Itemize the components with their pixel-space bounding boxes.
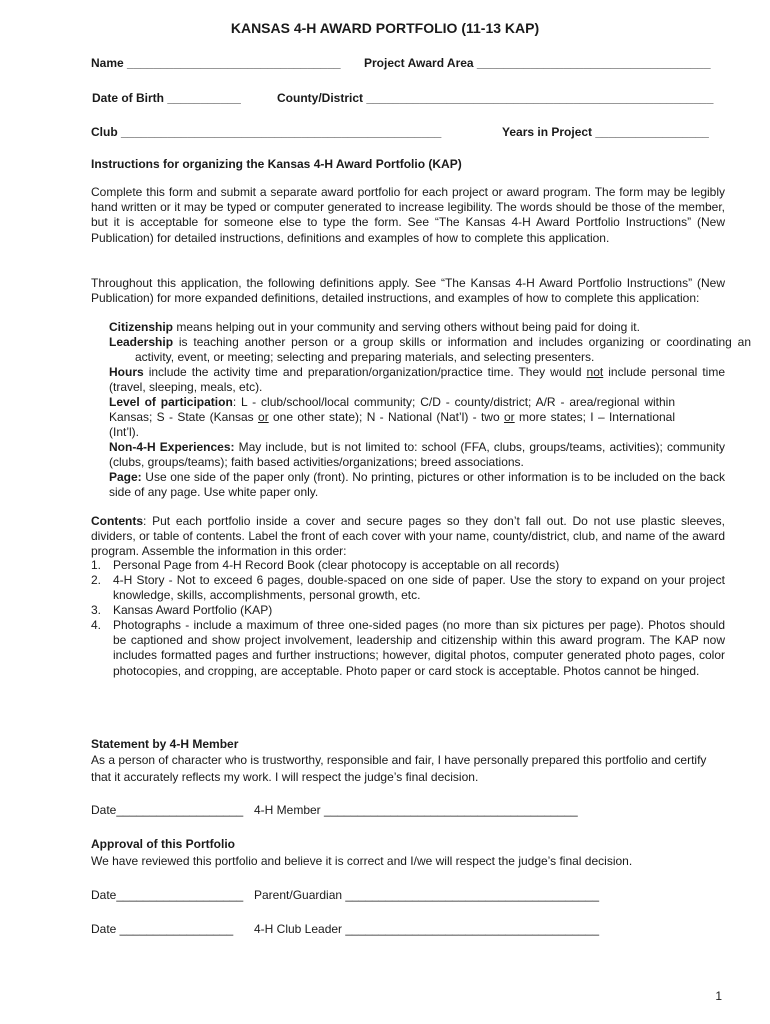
definition-term: Leadership <box>109 335 174 349</box>
contents-item-number: 3. <box>91 603 102 617</box>
instructions-paragraph-2: Throughout this application, the following definitions apply. See “The Kansas 4-H Award Portfolio Instructions” (New Publication) for more expanded definitions, detailed instructions, and examples of how to complete this application: <box>91 276 725 306</box>
definition-term: Non-4-H Experiences: <box>109 440 235 454</box>
contents-item: Personal Page from 4-H Record Book (clear photocopy is acceptable on all records) <box>113 558 560 572</box>
county-district-field[interactable]: County/District ____________________________________________________ <box>277 91 714 105</box>
approval-text: We have reviewed this portfolio and believe it is correct and I/we will respect the judge’s final decision. <box>91 854 633 868</box>
definition-non-4h-experiences <box>109 440 725 470</box>
definition-text: Use one side of the paper only (front). No printing, pictures or other information is to be included on the back side of any page. Use white paper only. <box>109 470 725 500</box>
definition-leadership <box>109 335 751 365</box>
definition-citizenship <box>109 320 725 335</box>
definition-term: Page: <box>109 470 142 484</box>
page-title: KANSAS 4-H AWARD PORTFOLIO (11-13 KAP) <box>230 20 540 36</box>
approval-heading: Approval of this Portfolio <box>91 837 235 851</box>
leader-signature-field[interactable]: 4-H Club Leader ______________________________________ <box>254 922 599 936</box>
definition-emphasis: not <box>586 365 604 379</box>
project-award-area-field[interactable]: Project Award Area ___________________________________ <box>364 56 711 70</box>
definition-text: include the activity time and preparation/organization/practice time. They would <box>143 365 587 379</box>
definition-text: is teaching another person or a group skills or information and includes organizing or coordinating an activity, event, or meeting; selecting and preparing materials, and selecting presenters. <box>135 335 751 365</box>
name-field[interactable]: Name ________________________________ <box>91 56 341 70</box>
definition-text: means helping out in your community and serving others without being paid for doing it. <box>173 320 640 334</box>
definition-emphasis: or <box>258 410 269 425</box>
instructions-paragraph-1: Complete this form and submit a separate award portfolio for each project or award program. The form may be legibly hand written or it may be typed or computer generated to increase legibility. The words should be those of the member, but it is acceptable for someone else to type the form. See “The Kansas 4-H Award Portfolio Instructions” (New Publication) for detailed instructions, definitions and examples of how to complete this application. <box>91 185 725 245</box>
contents-item-number: 4. <box>91 618 102 632</box>
definition-text: include personal time (travel, sleeping, meals, etc). <box>109 365 726 395</box>
definition-hours <box>109 365 725 395</box>
page-number: 1 <box>715 989 722 1003</box>
guardian-signature-field[interactable]: Parent/Guardian ______________________________________ <box>254 888 599 902</box>
definition-page <box>109 470 725 500</box>
date-of-birth-field[interactable]: Date of Birth ___________ <box>92 91 241 105</box>
contents-item-number: 1. <box>91 558 102 572</box>
definition-text: : L - club/school/local community; C/D - county/district; A/R - area/regional within Kansas; S - State (Kansas <box>109 395 675 425</box>
definition-emphasis: or <box>503 410 515 425</box>
contents-item: Kansas Award Portfolio (KAP) <box>113 603 273 617</box>
leader-date-field[interactable]: Date _________________ <box>91 922 234 936</box>
member-signature-field[interactable]: 4-H Member ______________________________________ <box>254 803 578 817</box>
contents-term: Contents <box>91 514 143 528</box>
contents-item-number: 2. <box>91 573 102 587</box>
statement-text: As a person of character who is trustworthy, responsible and fair, I have personally prepared this portfolio and certify that it accurately reflects my work. I will respect the judge’s final decision. <box>91 753 707 784</box>
club-field[interactable]: Club ________________________________________________ <box>91 125 442 139</box>
contents-paragraph <box>91 514 725 560</box>
definition-text: one other state); N - National (Nat’l) - two <box>268 410 504 425</box>
definition-term: Citizenship <box>109 320 174 334</box>
definition-term: Level of participation <box>109 395 233 409</box>
guardian-date-field[interactable]: Date___________________ <box>91 888 244 902</box>
definition-text: more states; I – International (Int’l). <box>109 410 676 440</box>
definition-text: May include, but is not limited to: school (FFA, clubs, groups/teams, activities); community (clubs, groups/teams); faith based activities/organizations; breed associations. <box>109 440 725 470</box>
definition-term: Hours <box>109 365 144 379</box>
years-in-project-field[interactable]: Years in Project _________________ <box>502 125 709 139</box>
statement-heading: Statement by 4-H Member <box>91 737 239 751</box>
member-date-field[interactable]: Date___________________ <box>91 803 244 817</box>
contents-text: : Put each portfolio inside a cover and secure pages so they don’t fall out. Do not use plastic sleeves, dividers, or table of contents. Label the front of each cover with your name, county/district, club, and name of the award program. Assemble the information in this order: <box>91 514 725 559</box>
contents-item: Photographs - include a maximum of three one-sided pages (no more than six pictures per page). Photos should be captioned and show project involvement, leadership and citizenship within this award program. The KAP now includes formatted pages and further instructions; however, digital photos, computer generated photo pages, color photocopies, and cropping, are acceptable. Photo paper or card stock is acceptable. Photos cannot be hinged. <box>113 618 725 678</box>
instructions-heading: Instructions for organizing the Kansas 4-H Award Portfolio (KAP) <box>91 157 462 171</box>
contents-item: 4-H Story - Not to exceed 6 pages, double-spaced on one side of paper. Use the story to expand on your project knowledge, skills, accomplishments, personal growth, etc. <box>113 573 725 603</box>
definition-level-of-participation <box>109 395 675 441</box>
